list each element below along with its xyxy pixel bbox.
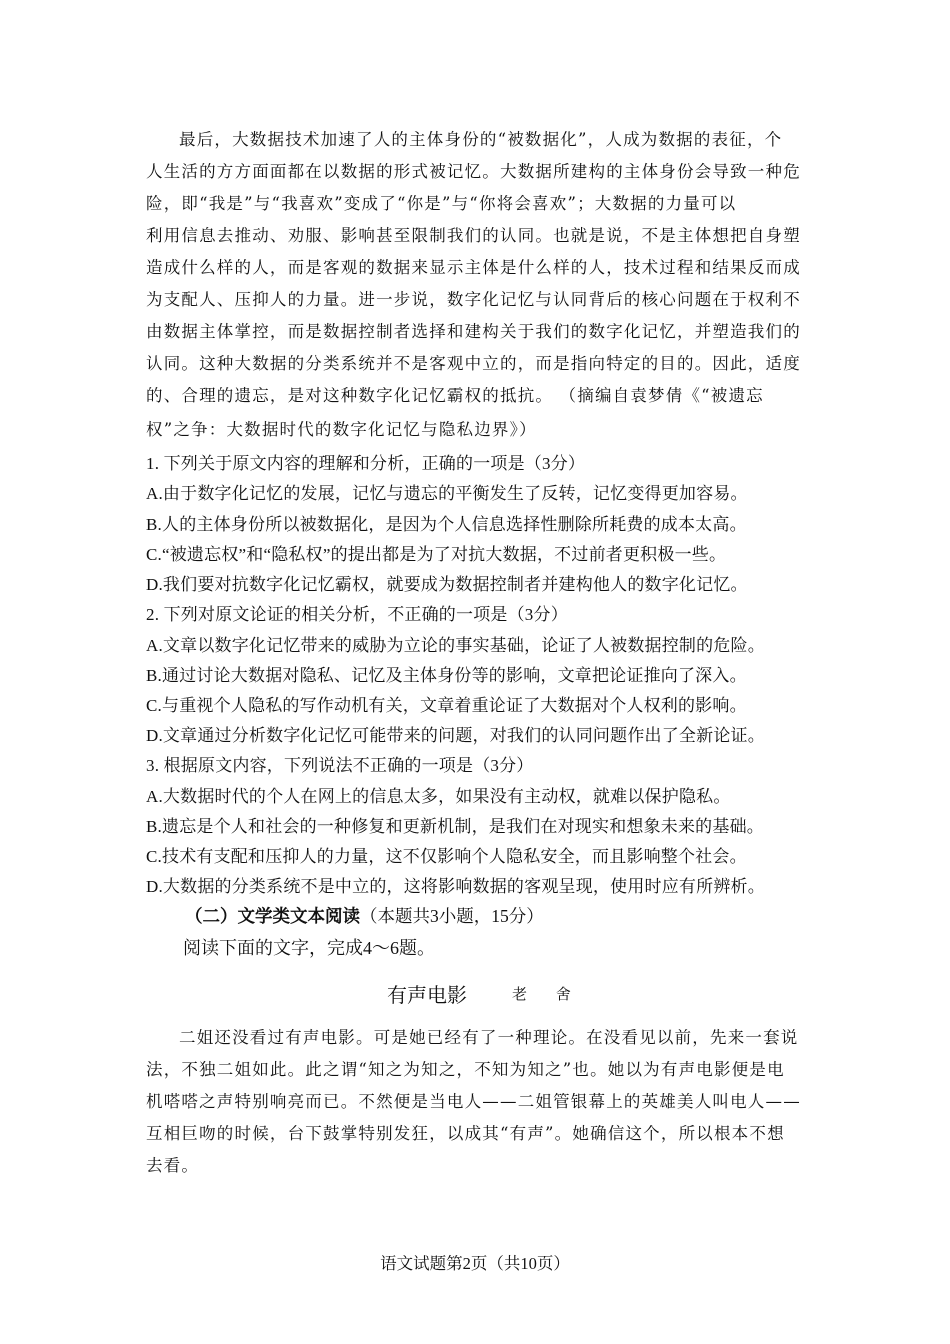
passage-line: 利用信息去推动、劝服、影响甚至限制我们的认同。也就是说，不是主体想把自身塑 bbox=[146, 226, 801, 245]
passage-line: 人生活的方方面面都在以数据的形式被记忆。大数据所建构的主体身份会导致一种危 bbox=[146, 162, 801, 181]
passage-line: 造成什么样的人，而是客观的数据来显示主体是什么样的人，技术过程和结果反而成 bbox=[146, 258, 801, 277]
story-line: 互相巨吻的时候，台下鼓掌特别发狂，以成其“有声”。她确信这个，所以根本不想 bbox=[146, 1124, 785, 1143]
question-stem: 1. 下列关于原文内容的理解和分析，正确的一项是（3分） bbox=[146, 454, 586, 473]
question-stem: 3. 根据原文内容，下列说法不正确的一项是（3分） bbox=[146, 756, 534, 775]
passage-citation: 权”之争：大数据时代的数字化记忆与隐私边界》） bbox=[146, 420, 537, 439]
answer-option: D.文章通过分析数字化记忆可能带来的问题，对我们的认同问题作出了全新论证。 bbox=[146, 726, 765, 745]
passage-line: 认同。这种大数据的分类系统并不是客观中立的，而是指向特定的目的。因此，适度 bbox=[146, 354, 801, 373]
story-title: 有声电影 bbox=[387, 985, 467, 1007]
passage-line: 险，即“我是”与“我喜欢”变成了“你是”与“你将会喜欢”；大数据的力量可以 bbox=[146, 194, 737, 213]
passage-line: 的、合理的遗忘，是对这种数字化记忆霸权的抵抗。 （摘编自袁梦倩《“被遗忘 bbox=[146, 386, 764, 405]
story-line: 法，不独二姐如此。此之谓“知之为知之，不知为知之”也。她以为有声电影便是电 bbox=[146, 1060, 785, 1079]
answer-option: D.我们要对抗数字化记忆霸权，就要成为数据控制者并建构他人的数字化记忆。 bbox=[146, 575, 748, 594]
section-instruction: 阅读下面的文字，完成4～6题。 bbox=[183, 938, 435, 958]
passage-line: 为支配人、压抑人的力量。进一步说，数字化记忆与认同背后的核心问题在于权利不 bbox=[146, 290, 801, 309]
answer-option: A.文章以数字化记忆带来的威胁为立论的事实基础，论证了人被数据控制的危险。 bbox=[146, 636, 765, 655]
answer-option: A.由于数字化记忆的发展，记忆与遗忘的平衡发生了反转，记忆变得更加容易。 bbox=[146, 484, 748, 503]
passage-line: 最后，大数据技术加速了人的主体身份的“被数据化”，人成为数据的表征，个 bbox=[179, 130, 783, 149]
answer-option: C.“被遗忘权”和“隐私权”的提出都是为了对抗大数据，不过前者更积极一些。 bbox=[146, 545, 727, 564]
answer-option: B.人的主体身份所以被数据化，是因为个人信息选择性删除所耗费的成本太高。 bbox=[146, 515, 747, 534]
story-line: 二姐还没看过有声电影。可是她已经有了一种理论。在没看见以前，先来一套说 bbox=[179, 1028, 799, 1047]
section-heading-bold: （二）文学类文本阅读 bbox=[185, 906, 360, 926]
page-footer: 语文试题第2页（共10页） bbox=[380, 1254, 570, 1273]
question-stem: 2. 下列对原文论证的相关分析，不正确的一项是（3分） bbox=[146, 605, 568, 624]
passage-line: 由数据主体掌控，而是数据控制者选择和建构关于我们的数字化记忆，并塑造我们的 bbox=[146, 322, 801, 341]
section-heading-note: （本题共3小题，15分） bbox=[360, 906, 544, 926]
story-line: 去看。 bbox=[146, 1156, 200, 1175]
answer-option: A.大数据时代的个人在网上的信息太多，如果没有主动权，就难以保护隐私。 bbox=[146, 787, 731, 806]
answer-option: B.遗忘是个人和社会的一种修复和更新机制，是我们在对现实和想象未来的基础。 bbox=[146, 817, 764, 836]
answer-option: C.技术有支配和压抑人的力量，这不仅影响个人隐私安全，而且影响整个社会。 bbox=[146, 847, 747, 866]
section-heading bbox=[185, 903, 544, 928]
answer-option: B.通过讨论大数据对隐私、记忆及主体身份等的影响，文章把论证推向了深入。 bbox=[146, 666, 747, 685]
answer-option: D.大数据的分类系统不是中立的，这将影响数据的客观呈现，使用时应有所辨析。 bbox=[146, 877, 765, 896]
answer-option: C.与重视个人隐私的写作动机有关，文章着重论证了大数据对个人权利的影响。 bbox=[146, 696, 747, 715]
story-line: 机嗒嗒之声特别响亮而已。不然便是当电人——二姐管银幕上的英雄美人叫电人—— bbox=[146, 1092, 801, 1111]
story-author: 老 舍 bbox=[512, 985, 583, 1003]
